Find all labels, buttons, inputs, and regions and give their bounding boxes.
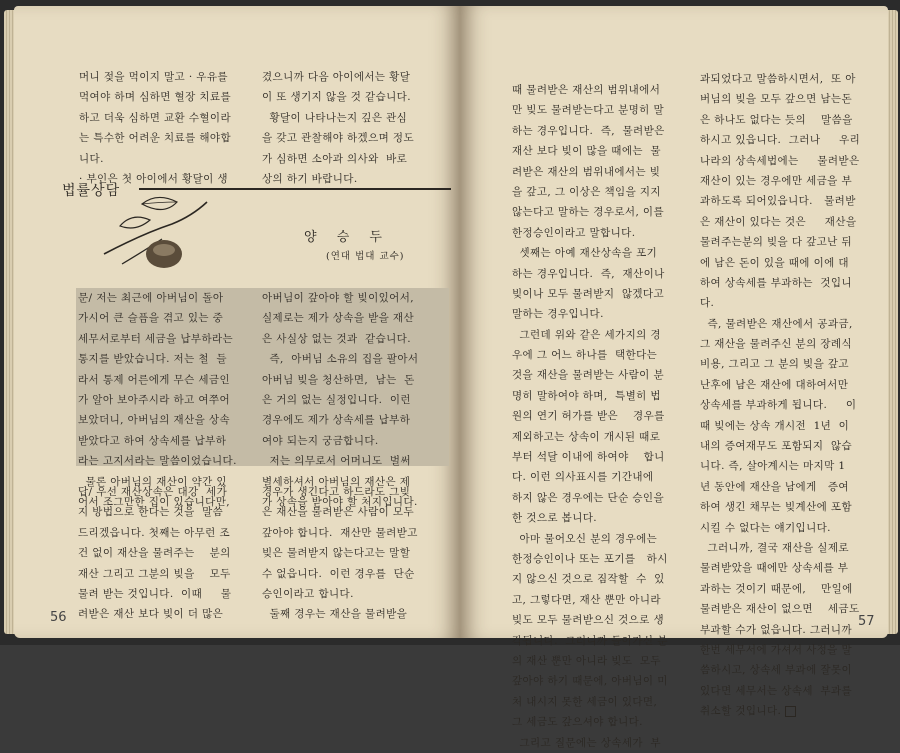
text-line: 한 것으로 봅니다.	[512, 512, 598, 525]
section-title: 법률상담	[62, 183, 121, 199]
text-line: 건 없이 재산을 물려주는 분의	[78, 547, 231, 560]
text-line: 아버님이 갚아야 할 빚이있어서,	[262, 292, 415, 304]
text-line: · 부인은 첫 아이에서 황달이 생	[79, 172, 228, 185]
text-line: 물려받은 재산이 없으면 세금도	[700, 603, 860, 616]
text-line: 문/ 저는 최근에 아버님이 돌아	[78, 292, 224, 304]
answer-column-2	[262, 482, 418, 625]
text-line: 은 재산을 물려받은 사람이 모두	[262, 506, 415, 519]
text-line: 명히 말하여야 하며, 특별히 법	[512, 389, 661, 402]
text-line: 을 갚고, 그 이상은 책임을 지지	[512, 185, 661, 198]
right-column-1	[512, 80, 668, 753]
text-line: 재산 보다 빚이 많을 때에는 물	[512, 145, 661, 158]
text-line: 상속세를 부과하게 됩니다. 이	[700, 399, 857, 412]
text-line: 그 재산을 물려주신 분의 장례식	[700, 338, 853, 351]
text-line: 물론 아버님의 재산이 약간 있	[78, 475, 227, 488]
text-line: 을 갖고 관찰해야 하겠으며 정도	[262, 132, 415, 145]
text-line: 저는 의무로서 어머니도 벌써	[262, 455, 411, 468]
text-line: 상의 하기 바랍니다.	[262, 172, 358, 185]
text-line: 가시어 큰 슬픔을 겪고 있는 중	[78, 312, 224, 325]
text-line: 통지를 받았습니다. 저는 철 들	[78, 353, 227, 366]
text-line: 내의 증여재무도 포함되지 않습	[700, 440, 853, 453]
text-line: 우에 그 어느 하나를 택한다는	[512, 349, 658, 362]
answer-column-1	[78, 482, 231, 625]
right-column-2	[700, 69, 860, 722]
question-column-1	[78, 288, 237, 512]
text-line: 빚도 모두 물려받으신 것으로 생	[512, 614, 665, 627]
text-line: 고, 그렇다면, 재산 뿐만 아니라	[512, 593, 661, 606]
text-line: 빚이나 모두 물려받지 않겠다고	[512, 287, 665, 300]
text-line: 원의 연기 허가를 받은 경우를	[512, 410, 665, 423]
text-line: 제외하고는 상속이 개시된 때로	[512, 430, 661, 443]
text-line: 그러니까, 결국 재산을 실제로	[700, 541, 849, 554]
text-line: 황달이 나타나는지 깊은 관심	[262, 111, 408, 124]
text-line: 은 하나도 없다는 듯의 말씀을	[700, 113, 853, 126]
text-line: 셋째는 아예 재산상속을 포기	[512, 247, 658, 260]
text-line: 니다. 즉, 살아계시는 마지막 1	[700, 460, 846, 473]
text-line: 갚아야 합니다. 재산만 물려받고	[262, 526, 418, 539]
text-line: 라서 통제 어른에게 무슨 세금인	[78, 373, 231, 386]
text-line: 과하도록 되어있읍니다. 물려받	[700, 195, 856, 208]
text-line: 갚아야 하기 때문에, 아버님이 미	[512, 675, 668, 688]
text-line: 먹여야 하며 심하면 혈장 치료를	[79, 91, 232, 104]
text-line: 씀하시고, 상속세 부과에 잘못이	[700, 664, 853, 677]
text-line: 라는 고지서라는 말씀이었습니다.	[78, 455, 237, 468]
text-line: 물려 받는 것입니다. 이때 물	[78, 587, 232, 600]
text-line: 하여 상속세를 부과하는 것입니	[700, 276, 853, 289]
text-line: 하여 생긴 채무는 빚계산에 포함	[700, 501, 853, 514]
text-line: 의 재산 뿐만 아니라 빚도 모두	[512, 654, 661, 667]
text-line: 경우에도 제가 상속세를 납부하	[262, 414, 411, 427]
text-line: 물려주는분의 빚을 다 갚고난 뒤	[700, 236, 853, 249]
text-line: 하지 않은 경우에는 단순 승인을	[512, 491, 665, 504]
text-line: 보았더니, 아버님의 재산을 상속	[78, 414, 231, 427]
text-line: 재산 그리고 그분의 빚을 모두	[78, 567, 231, 580]
text-line: 처 내시지 못한 세금이 있다면,	[512, 695, 658, 708]
left-page	[14, 6, 460, 638]
text-line: 하는 경우입니다. 즉, 재산이나	[512, 267, 665, 280]
text-line: 려받은 재산의 범위내에서는 빚	[512, 165, 661, 178]
text-line: 그런데 위와 같은 세가지의 경	[512, 328, 661, 341]
text-line: 다.	[700, 297, 715, 310]
text-line: 말하는 경우입니다.	[512, 308, 604, 321]
top-text-column-2	[262, 67, 452, 189]
text-line: 둘째 경우는 재산을 물려받을	[262, 608, 408, 621]
page-number-left: 56	[50, 610, 67, 625]
text-line: 있다면 세무서는 상속세 부과를	[700, 684, 853, 697]
text-line: 하고 더욱 심하면 교환 수혈이라	[79, 111, 232, 124]
text-line: 부과할 수가 없읍니다. 그러니까	[700, 623, 853, 636]
text-line: 받았다고 하여 상속세를 납부하	[78, 434, 227, 447]
text-line: 은 사실상 없는 것과 같습니다.	[262, 332, 411, 345]
text-line: 머니 젖을 먹이지 말고 · 우유를	[79, 71, 228, 83]
text-line: 가 알아 보아주시라 하고 여쭈어	[78, 393, 231, 406]
right-page	[460, 6, 888, 749]
question-column-2	[262, 288, 418, 512]
top-text-column-1	[79, 67, 269, 189]
text-line: 니다.	[79, 152, 104, 165]
text-line: 려받은 재산 보다 빚이 더 많은	[78, 608, 224, 621]
text-line: 때 빚에는 상속 개시전 1년 이	[700, 419, 850, 432]
text-line: 는 특수한 어려운 치료를 해야합	[79, 132, 232, 145]
text-line: 나라의 상속세법에는 물려받은	[700, 154, 860, 167]
text-line: 년 동안에 재산을 남에게 증여	[700, 480, 849, 493]
text-line: 만 빚도 물려받는다고 분명히 말	[512, 104, 665, 117]
text-line: 은 거의 없는 실정입니다. 이런	[262, 393, 411, 406]
text-line: 즉, 물려받은 재산에서 공과금,	[700, 317, 853, 330]
text-line: 겼으니까 다음 아이에서는 황달	[262, 71, 411, 83]
text-line: 하시고 있읍니다. 그러나 우리	[700, 134, 861, 147]
text-line: 승인이라고 합니다.	[262, 587, 354, 600]
text-line: 취소할 것입니다.	[700, 701, 860, 721]
text-line: 하는 경우입니다. 즉, 물려받은	[512, 124, 665, 137]
text-line: 각됩니다. 그러니까 돌아가신 분	[512, 634, 668, 647]
text-line: 지 않으신 것으로 짐작할 수 있	[512, 573, 665, 586]
text-line: 부터 석달 이내에 하여야 합니	[512, 451, 665, 464]
text-line: 물려받았을 때에만 상속세를 부	[700, 562, 849, 575]
text-line: 한번 세무서에 가셔서 사정을 말	[700, 643, 853, 656]
page-number-right: 57	[858, 614, 875, 629]
text-line: 다. 이런 의사표시를 기간내에	[512, 471, 654, 484]
text-line: 과되었다고 말씀하시면서, 또 아	[700, 73, 856, 85]
author-name: 양 승 두	[304, 230, 390, 245]
text-line: 은 재산이 있다는 것은 재산을	[700, 215, 857, 228]
text-line: 아마 물어오신 분의 경우에는	[512, 532, 658, 545]
section-rule	[139, 188, 451, 190]
text-line: 않는다고 말하는 경우로서, 이를	[512, 206, 665, 219]
author-affiliation: (연대 법대 교수)	[326, 251, 405, 262]
text-line: 별세하셔서 아버님의 재산은 제	[262, 475, 411, 488]
text-line: 한정승인이라고 말합니다.	[512, 226, 636, 239]
text-line: 실제로는 제가 상속을 받을 재산	[262, 312, 415, 325]
text-line: 재산이 있는 경우에만 세금을 부	[700, 174, 853, 187]
text-line: 버님의 빚을 모두 갚으면 남는돈	[700, 93, 853, 106]
text-line: 그리고 질문에는 상속세가 부	[512, 736, 661, 749]
text-line: 드리겠읍니다. 첫째는 아무런 조	[78, 526, 231, 539]
end-mark-icon	[785, 706, 796, 717]
text-line: 한정승인이나 또는 포기를 하시	[512, 552, 668, 565]
text-line: 가 상속을 받아야 할 처지입니다.	[262, 495, 418, 508]
text-line: 즉, 아버님 소유의 집을 팔아서	[262, 353, 419, 366]
text-line: 이 또 생기지 않을 것 같습니다.	[262, 91, 411, 104]
text-line: 수 없읍니다. 이런 경우를 단순	[262, 567, 415, 580]
plant-illustration	[102, 194, 212, 274]
text-line: 시킬 수 없다는 얘기입니다.	[700, 521, 831, 534]
text-line: 어서 조그만한 집이 있습니다만,	[78, 495, 231, 508]
text-line: 비용, 그리고 그 분의 빚을 갚고	[700, 358, 849, 371]
text-line: 경우가 생긴다고 하드라도 그빚	[262, 486, 411, 498]
text-line: 난후에 남은 재산에 대하여서만	[700, 378, 849, 391]
text-line: 과하는 것이기 때문에, 만일에	[700, 582, 853, 595]
text-line: 빚은 물려받지 않는다고는 말할	[262, 547, 411, 560]
text-line: 에 남은 돈이 있을 때에 이에 대	[700, 256, 849, 269]
text-line: 여야 되는지 궁금합니다.	[262, 434, 379, 447]
text-line: 것을 재산을 물려받는 사람이 분	[512, 369, 665, 382]
text-line: 지 방법으로 한다는 것을 말씀	[78, 506, 224, 519]
text-line: 아버님 빚을 청산하면, 남는 돈	[262, 373, 415, 386]
text-line: 때 물려받은 재산의 범위내에서	[512, 84, 661, 96]
text-line: 세무서로부터 세금을 납부하라는	[78, 332, 234, 345]
text-line: 답/ 우선 재산상속은 대강 세가	[78, 486, 228, 498]
text-line: 그 세금도 갚으셔야 합니다.	[512, 716, 643, 729]
text-line: 가 심하면 소아과 의사와 바로	[262, 152, 408, 165]
